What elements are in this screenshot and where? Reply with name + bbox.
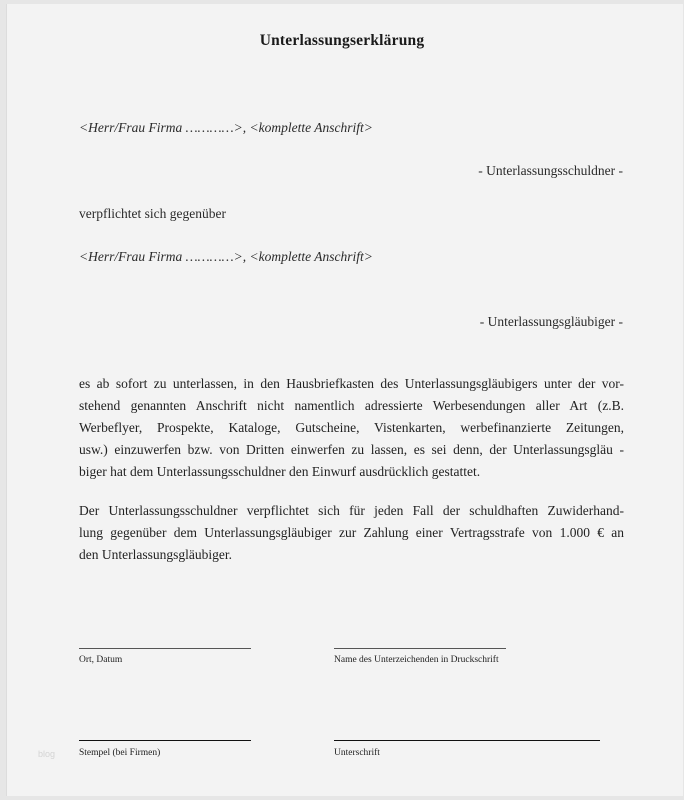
paragraph-line: den Unterlassungsgläubiger. (79, 547, 232, 562)
paragraph-line: lung gegenüber dem Unterlassungsgläubiger zur Zahlung einer Vertragsstrafe von 1.000 € an (79, 525, 624, 540)
penalty-paragraph (79, 500, 624, 566)
glaeubiger-role: - Unterlassungsgläubiger - (479, 314, 623, 329)
stamp-label: Stempel (bei Firmen) (79, 748, 161, 758)
printed-name-line (334, 648, 506, 649)
glaeubiger-address: <Herr/Frau Firma …………>, <komplette Anschrift> (79, 249, 373, 264)
signature-line (334, 740, 600, 741)
paragraph-line: usw.) einzuwerfen bzw. von Dritten einwerfen zu lassen, es sei denn, der Unterlassungsgläu - (79, 442, 624, 457)
schuldner-address: <Herr/Frau Firma …………>, <komplette Anschrift> (79, 120, 373, 135)
paragraph-line: stehend genannten Anschrift nicht namentlich adressierte Werbesendungen aller Art (z.B. (79, 398, 624, 413)
paragraph-line: Werbeflyer, Prospekte, Kataloge, Gutscheine, Vistenkarten, werbefinanzierte Zeitungen, (79, 420, 624, 435)
schuldner-role: - Unterlassungsschuldner - (478, 163, 623, 178)
signature-label: Unterschrift (334, 748, 380, 758)
paragraph-line: biger hat dem Unterlassungsschuldner den Einwurf ausdrücklich gestattet. (79, 464, 481, 479)
printed-name-label: Name des Unterzeichenden in Druckschrift (334, 655, 499, 665)
document-title: Unterlassungserklärung (259, 32, 425, 49)
place-date-label: Ort, Datum (79, 655, 123, 665)
paragraph-line: es ab sofort zu unterlassen, in den Hausbriefkasten des Unterlassungsgläubigers unter der vor- (79, 376, 624, 391)
watermark-text: blog (38, 749, 56, 759)
stamp-line (79, 740, 251, 741)
obligation-intro: verpflichtet sich gegenüber (79, 206, 226, 221)
paragraph-line: Der Unterlassungsschuldner verpflichtet sich für jeden Fall der schuldhaften Zuwiderhand- (79, 503, 624, 518)
place-date-line (79, 648, 251, 649)
obligation-paragraph (79, 373, 624, 483)
